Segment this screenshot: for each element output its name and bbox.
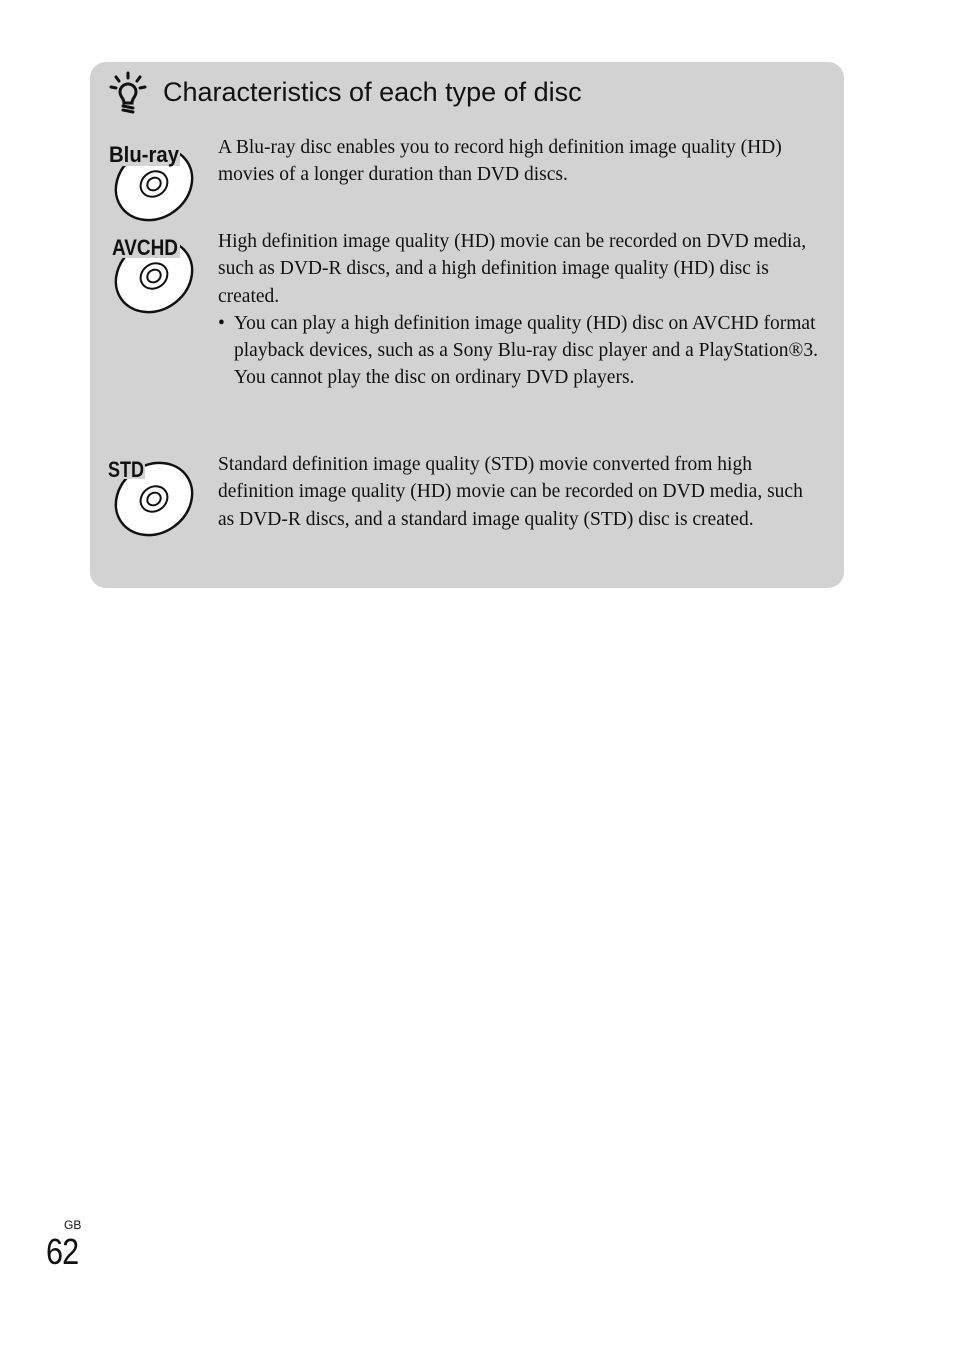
disc-description-bluray — [218, 134, 822, 189]
paragraph: A Blu-ray disc enables you to record high definition image quality (HD) movies of a longer duration than DVD discs. — [218, 137, 782, 186]
disc-description-std — [218, 451, 822, 533]
bluray-disc-icon — [106, 140, 194, 222]
paragraph: High definition image quality (HD) movie can be recorded on DVD media, such as DVD-R discs, and a high definition image quality (HD) disc is created. — [218, 231, 807, 307]
tip-header — [108, 68, 582, 116]
bullet-text: You can play a high definition image quality (HD) disc on AVCHD format playback devices, such as a Sony Blu-ray disc player and a PlayStation®3. You cannot play the disc on ordinary DVD players. — [234, 312, 818, 389]
avchd-disc-icon — [106, 232, 194, 314]
lightbulb-hint-icon — [108, 70, 148, 114]
bullet-mark: • — [218, 312, 225, 334]
paragraph: Standard definition image quality (STD) movie converted from high definition image quality (HD) movie can be recorded on DVD media, such as DVD-R discs, and a standard image quality (STD) disc is created. — [218, 454, 803, 530]
avchd-logo-label: AVCHD — [112, 235, 178, 260]
std-logo-label: STD — [108, 457, 144, 482]
page-number: 62 — [46, 1231, 79, 1272]
std-disc-icon — [106, 455, 194, 537]
disc-description-avchd — [218, 228, 822, 392]
tip-title: Characteristics of each type of disc — [163, 76, 582, 107]
bluray-logo-label: Blu-ray — [109, 142, 180, 167]
bullet-item — [218, 310, 822, 392]
tip-box — [90, 62, 844, 588]
page-region-label: GB — [64, 1218, 82, 1232]
